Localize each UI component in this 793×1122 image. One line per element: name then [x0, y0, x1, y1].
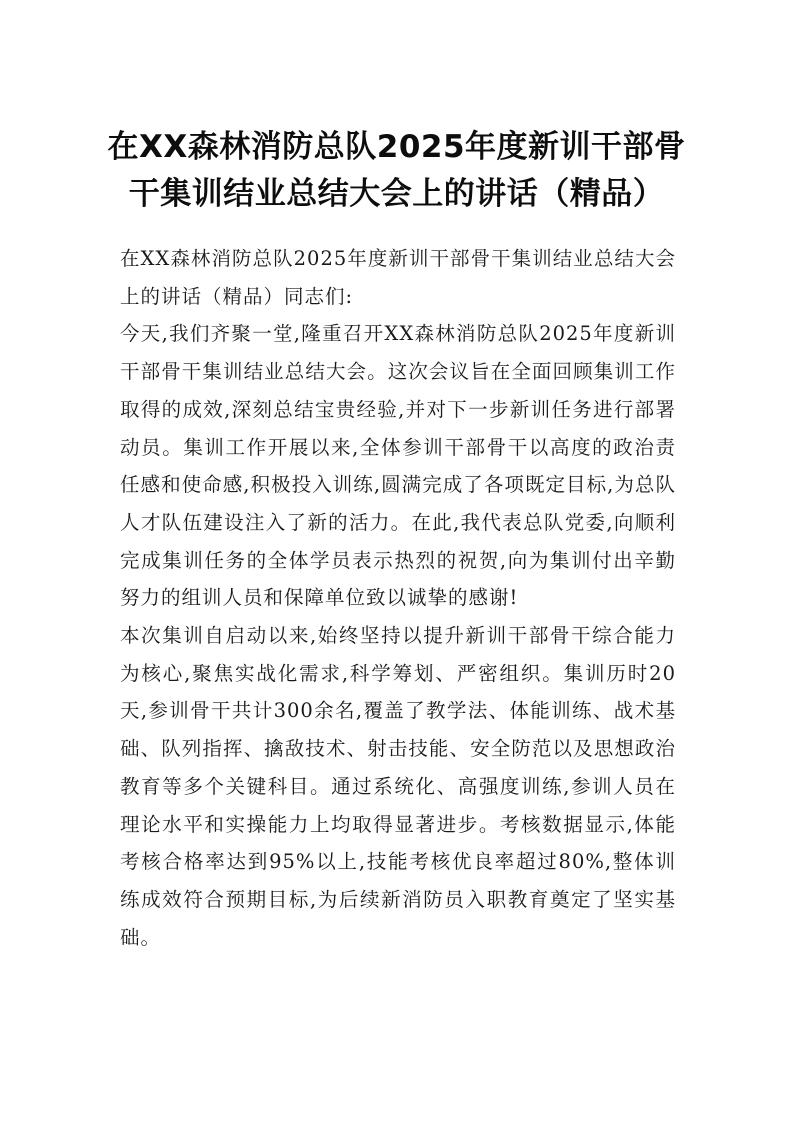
document-body [120, 240, 676, 956]
paragraph-opening: 在XX森林消防总队2025年度新训干部骨干集训结业总结大会上的讲话（精品）同志们: [120, 247, 676, 308]
document-title: 在XX森林消防总队2025年度新训干部骨干集训结业总结大会上的讲话（精品） [107, 129, 686, 212]
paragraph-training-summary: 本次集训自启动以来,始终坚持以提升新训干部骨干综合能力为核心,聚焦实战化需求,科学筹划、严密组织。集训历时20天,参训骨干共计300余名,覆盖了教学法、体能训练、战术基础、队列指挥、擒敌技术、射击技能、安全防范以及思想政治教育等多个关键科目。通过系统化、高强度训练,参训人员在理论水平和实操能力上均取得显著进步。考核数据显示,体能考核合格率达到95%以上,技能考核优良率超过80%,整体训练成效符合预期目标,为后续新消防员入职教育奠定了坚实基础。 [120, 624, 676, 949]
paragraph-introduction: 今天,我们齐聚一堂,隆重召开XX森林消防总队2025年度新训干部骨干集训结业总结大会。这次会议旨在全面回顾集训工作取得的成效,深刻总结宝贵经验,并对下一步新训任务进行部署动员。集训工作开展以来,全体参训干部骨干以高度的政治责任感和使命感,积极投入训练,圆满完成了各项既定目标,为总队人才队伍建设注入了新的活力。在此,我代表总队党委,向顺利完成集训任务的全体学员表示热烈的祝贺,向为集训付出辛勤努力的组训人员和保障单位致以诚挚的感谢! [120, 322, 676, 610]
